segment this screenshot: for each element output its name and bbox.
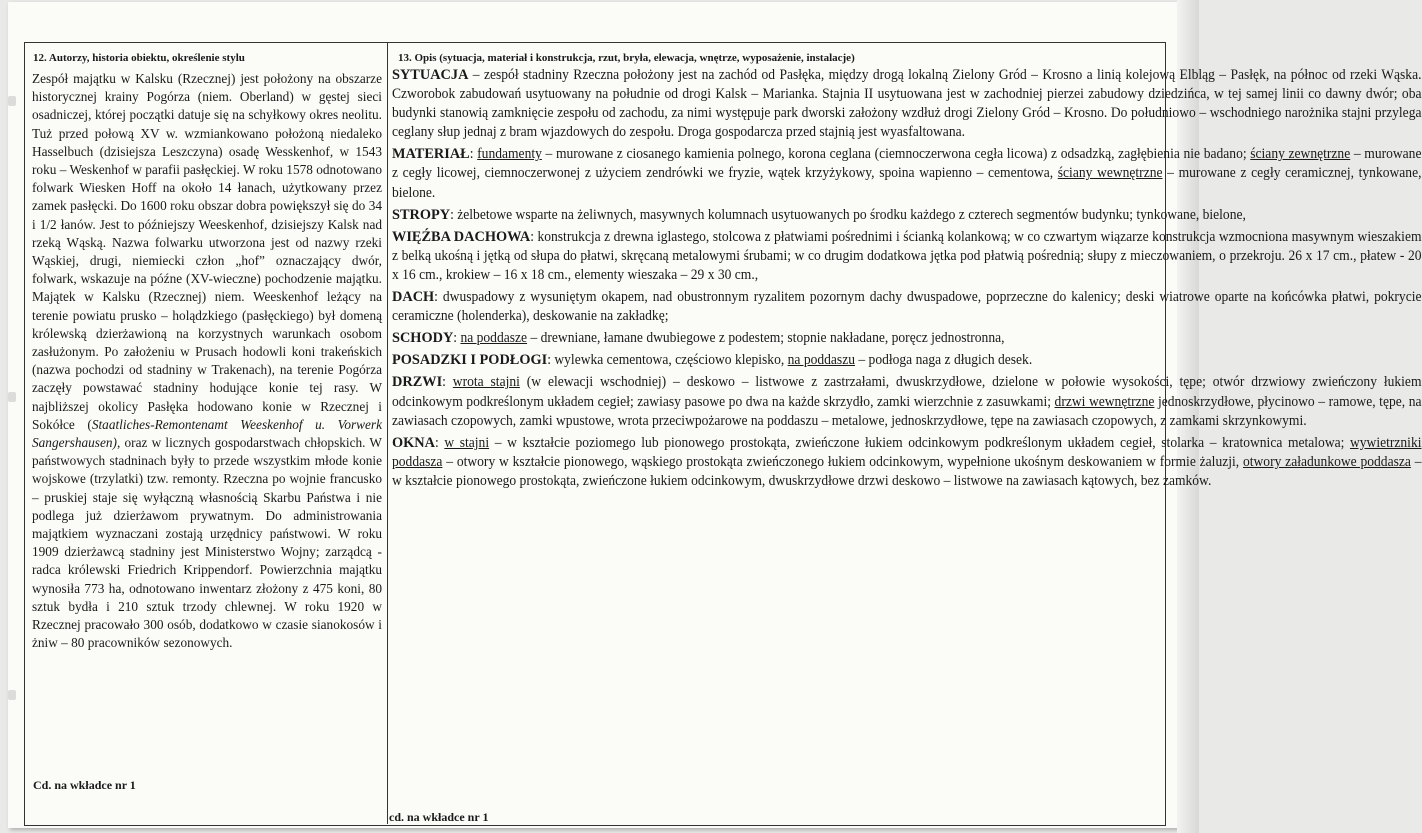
section-label: SYTUACJA [392,67,469,83]
binder-hole [8,392,16,402]
underlined-term: na poddaszu [787,352,855,369]
section-label: STROPY [392,206,451,223]
history-text [32,70,382,653]
underlined-term: ściany zewnętrzne [1250,146,1351,163]
underlined-term: otwory załadunkowe poddasza [1242,453,1411,470]
text-run: : [434,434,445,451]
text-run: – murowane z ciosanego kamienia polnego, korona ceglana (ciemnoczerwona cegła licowa) z odsadzką, zagłębienia nie badano; [541,146,1251,163]
underlined-term: fundamenty [477,146,542,163]
description-text [392,66,1421,491]
description-section [392,288,1421,326]
history-paragraph [32,70,382,653]
description-section [392,329,1421,348]
section-label: DACH [392,289,435,306]
text-run: Zespół majątku w Kalsku (Rzecznej) jest położony na obszarze historycznej krainy Pogórza (niem. Oberland) w gęstej sieci osadniczej, której początki datuje się na schyłkowy okres neolitu. Tuż przed połową XV w. wzmiankowano położoną niedaleko Hasselbuch (dzisiejsza Leszczyna) osadę Wesskenhof, w 1543 roku – Weskenhof w parafii pasłęckiej. W roku 1578 odnotowano folwark Wiesken Hoff na około 14 łanach, użytkowany przez zamek pasłęcki. Do 1600 roku obszar dobra powiększył się do 34 i 1/2 łanów. Jest to późniejszy Weeskenhof, dzisiejszy Kalsk nad rzeką Wąską. Nazwa folwarku utworzona jest od nazwy rzeki Wąskiej, drugi, niemiecki człon „hof” oznaczający dwór, folwark, wskazuje na późne (XV-wieczne) pochodzenie majątku. Majątek w Kalsku (Rzecznej) niem. Weeskenhof leżący na terenie powiatu prusko – holądzkiego (pasłęckiego) był domeną królewską dzierżawioną na korzystnych warunkach osobom zasłużonym. Po założeniu w Prusach hodowli koni trakeńskich (nazwa pochodzi od stadniny w Trakenach), na terenie Pogórza zaczęły powstawać stadniny hodujące konie tej rasy. W najbliższej okolicy Pasłęka hodowano konie w Rzecznej i Sokółce ( [32,71,382,432]
description-section [392,145,1421,202]
text-run: – otwory w kształcie pionowego, wąskiego prostokąta zwieńczonego łukiem odcinkowym, wypełnione ukośnym deskowaniem w formie żaluzji, [442,453,1243,470]
text-run: : [442,374,453,391]
text-run: Staatliches-Remontenamt Weeskenhof u. Vorwerk Sangershausen) [32,416,383,451]
left-footer: Cd. na wkładce nr 1 [33,778,136,792]
column-divider [387,42,388,824]
right-heading: 13. Opis (sytuacja, materiał i konstrukcja, rzut, bryła, elewacja, wnętrze, wyposażenie, instalacje) [398,52,855,64]
text-run: – w kształcie poziomego lub pionowego prostokąta, zwieńczone łukiem odcinkowym podkreślonym układem cegieł, stolarka – kratownica metalowa; [489,434,1350,451]
text-run: : [453,330,461,347]
underlined-term: w stajni [444,434,490,451]
underlined-term: wrota stajni [452,374,520,391]
text-run: – murowane z cegły ceramicznej, tynkowane, bielone. [392,165,1422,201]
description-section [392,434,1421,491]
text-run: – w kształcie pionowego prostokąta, zwieńczone łukiem odcinkowym, dwuskrzydłowe drzwi deskowo – listwowe na zawiasach kątowych, bez zamków. [392,453,1422,489]
description-section [392,228,1421,285]
section-label: DRZWI [392,374,443,391]
text-run: : [469,146,478,163]
text-run: : żelbetowe wsparte na żeliwnych, masywnych kolumnach usytuowanych po środku każdego z czterech segmentów budynku; tynkowane, bielone, [450,206,1246,223]
text-run: – murowane z cegły licowej, ciemnoczerwonej z użyciem zendrówki we fryzie, wątek krzyżykowy, spoina wapienno – cementowa, [392,146,1422,182]
text-run: – drewniane, łamane dwubiegowe z podestem; stopnie nakładane, poręcz jednostronna, [527,330,1005,347]
section-label: OKNA [392,434,435,451]
text-run: , oraz w licznych gospodarstwach chłopskich. W państwowych stadninach były to przede wszystkim młode konie wojskowe (trzylatki) tzw. remonty. Rzeczna po wojnie francusko – pruskiej staje się wyłączną własnością Skarbu Państwa i nie podlega już dzierżawom prywatnym. Do administrowania majątkiem wyznaczani zostają urzędnicy państwowi. W roku 1909 dzierżawcą stadniny jest Ministerstwo Wojny; zarządcą - radca królewski Friedrich Krippendorf. Powierzchnia majątku wynosiła 773 ha, odnotowano inwentarz złożony z 475 koni, 80 sztuk bydła i 210 sztuk trzody chlewnej. W roku 1920 w Rzecznej pracowało 300 osób, dodatkowo w czasie sianokosów i żniw – 80 pracowników sezonowych. [32,435,382,651]
text-run: (w elewacji wschodniej) – deskowo – listwowe z zastrzałami, dwuskrzydłowe, dzielone w połowie wysokości, tępe; otwór drzwiowy zwieńczony łukiem odcinkowym podkreślonym układem cegieł; zawiasy pasowe po dwa na każde skrzydło, zamki wierzchnie z zasuwkami; [392,374,1422,410]
right-footer: cd. na wkładce nr 1 [389,810,489,824]
description-section [392,373,1421,430]
underlined-term: wywietrzniki poddasza [392,434,1422,470]
binder-hole [8,96,16,106]
text-run: jednoskrzydłowe, płycinowo – ramowe, tępe, na zawiasach czopowych, zamki wpustowe, wrota przeciwpożarowe na poddaszu – metalowe, jednoskrzydłowe, tępe na zawiasach czopowych, z zamkami skrzynkowymi. [392,393,1422,429]
binder-hole [8,690,16,700]
text-run: : wylewka cementowa, częściowo klepisko, [547,352,788,369]
underlined-term: ściany wewnętrzne [1057,165,1163,182]
section-label: WIĘŹBA DACHOWA [392,228,531,245]
text-run: : konstrukcja z drewna iglastego, stolcowa z płatwiami pośrednimi i ścianką kolankową; w co czwartym wiązarze konstrukcja wzmocniona masywnym wieszakiem z belką ukośną i jętką od słupa do płatwi, skręcaną metalowymi śrubami; w co drugim dodatkowa jętka pod płatwią pośrednią; słupy z mieczowaniem, o przekroju. 26 x 17 cm., płatew - 20 x 16 cm., krokiew – 16 x 18 cm., elementy wieszaka – 29 x 30 cm., [392,228,1422,283]
section-label: POSADZKI I PODŁOGI [392,352,548,369]
text-run: : dwuspadowy z wysuniętym okapem, nad obustronnym ryzalitem pozornym dachy dwuspadowe, poprzeczne do kalenicy; deski wiatrowe oparte na końcówka płatwi, pokrycie ceramiczne (holenderka), deskowanie na zakładkę; [392,289,1422,325]
left-heading: 12. Autorzy, historia obiektu, określenie stylu [33,52,245,64]
description-section [392,351,1421,370]
underlined-term: na poddasze [460,330,528,347]
text-run: – zespół stadniny Rzeczna położony jest na zachód od Pasłęka, między drogą lokalną Zielony Gród – Krosno a linią kolejową Elbląg – Pasłęk, na północ od rzeki Wąska. Czworobok zabudowań usytuowany na południe od drogi Kalsk – Marianka. Stajnia II usytuowana jest w zachodniej pierzei zabudowy dziedzińca, w tej samej linii co dawny dwór; oba budynki stanowią zamknięcie zespołu od zachodu, za nimi występuje park dworski założony wzdłuż drogi Zielony Gród – Krosno. Do południowo – wschodniego narożnika stajni przylega ceglany słup jednaj z bram wjazdowych do zespołu. Droga gospodarcza przed stajnią jest wyasfaltowana. [392,67,1422,141]
description-section [392,206,1421,225]
description-section [392,66,1421,142]
section-label: SCHODY [392,330,454,347]
section-label: MATERIAŁ [392,146,470,163]
text-run: – podłoga naga z długich desek. [854,352,1033,369]
underlined-term: drzwi wewnętrzne [1054,393,1155,410]
